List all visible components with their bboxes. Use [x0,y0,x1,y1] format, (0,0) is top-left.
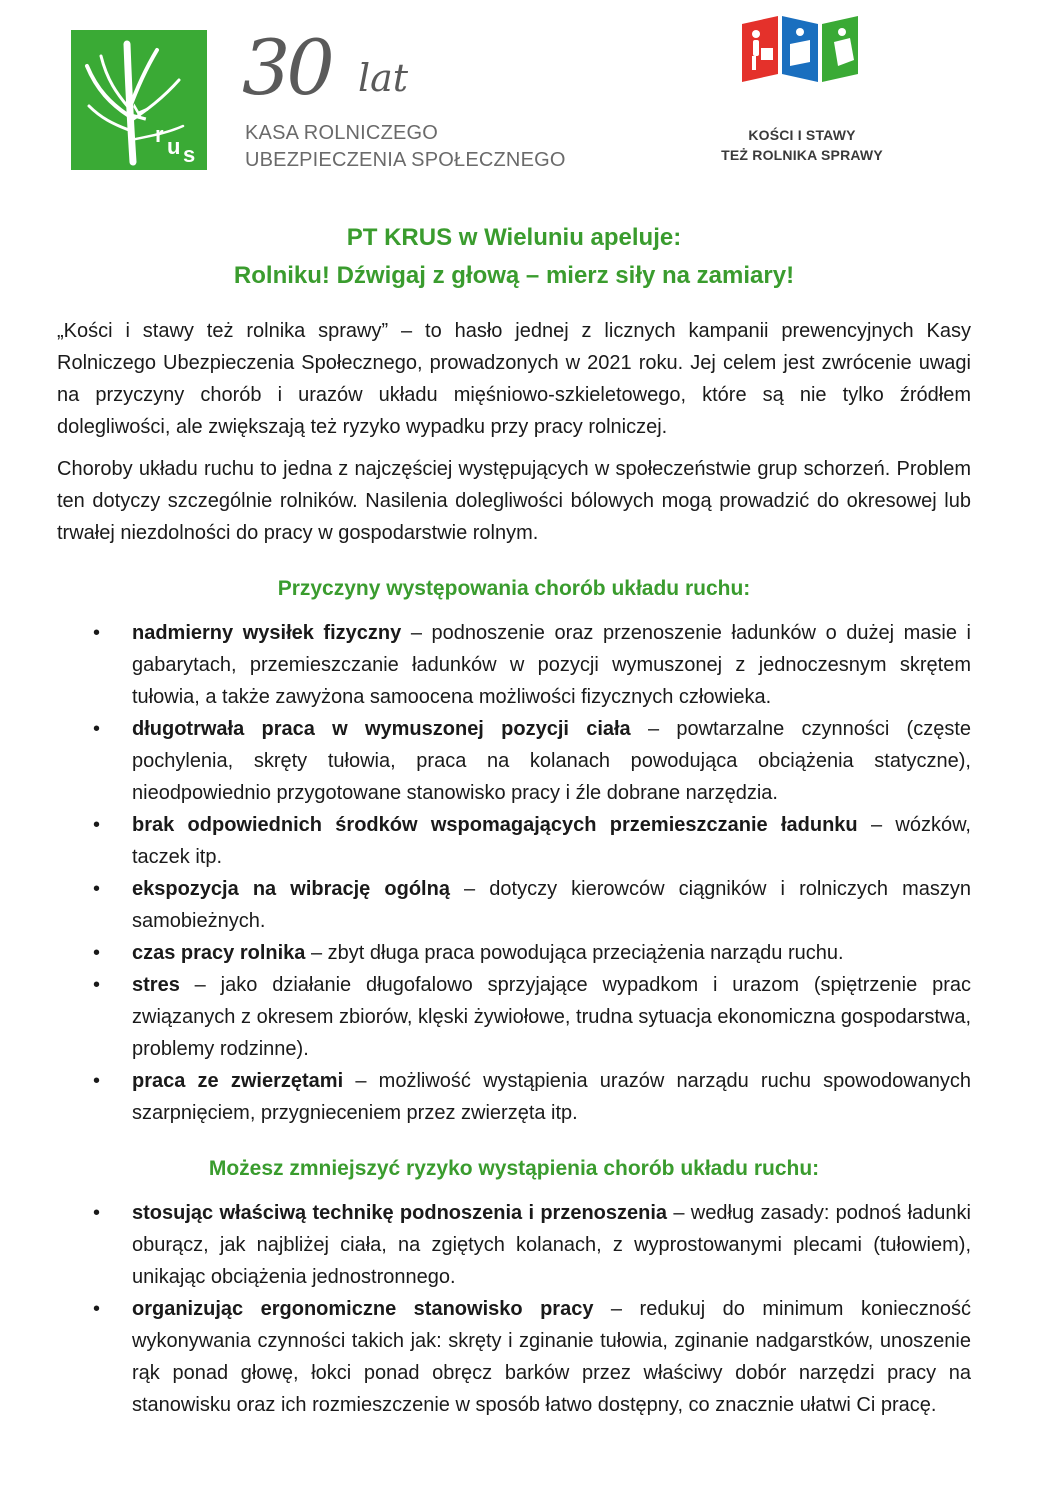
document-header [0,0,1060,190]
causes-heading: Przyczyny występowania chorób układu ruchu: [277,577,751,600]
campaign-logo [738,14,866,84]
krus-logo [71,30,207,170]
campaign-icons [738,14,866,84]
list-item-term: długotrwała praca w wymuszonej pozycji ciała [132,718,631,740]
list-item-term: nadmierny wysiłek fizyczny [132,622,402,644]
prevention-list [57,1197,971,1421]
prevention-heading: Możesz zmniejszyć ryzyko wystąpienia chorób układu ruchu: [208,1157,820,1180]
bullet-icon: • [93,1298,101,1320]
svg-text:K: K [125,101,154,124]
svg-text:s: s [183,142,196,167]
list-item-text: – według zasady: podnoś ładunki oburącz, jak najbliżej ciała, na zgiętych kolanach, z wyprostowanymi plecami (tułowiem), unikając obciążenia jednostronnego. [132,1202,971,1288]
anniversary-number: 30 [242,23,331,112]
list-item-text: – zbyt długa praca powodująca przeciążenia narządu ruchu. [305,942,844,964]
list-item [57,617,971,713]
list-item-term: organizując ergonomiczne stanowisko pracy [132,1298,594,1320]
list-item-text: – jako działanie długofalowo sprzyjające wypadkom i urazom (spiętrzenie prac związanych z okresem zbiorów, klęski żywiołowe, trudna sytuacja ekonomiczna gospodarstwa, problemy rodzinne). [132,974,971,1060]
list-item [57,873,971,937]
svg-text:r: r [155,122,164,147]
document-body [57,315,971,1421]
bullet-icon: • [93,1202,101,1224]
bullet-icon: • [93,1070,101,1092]
bullet-icon: • [93,974,101,996]
document-title [57,222,971,292]
list-item-text: – redukuj do minimum konieczność wykonywania czynności takich jak: skręty i zginanie tułowia, zginanie nadgarstków, unoszenie rąk ponad głowę, łokci ponad obręcz barków przez właściwy dobór narzędzi pracy na stanowisku oraz ich rozmieszczenie w sposób łatwo dostępny, co znacznie ułatwi Ci pracę. [132,1298,972,1416]
list-item-term: stres [132,974,180,996]
title-line1: PT KRUS w Wieluniu apeluje: [346,224,682,251]
anniversary-word: lat [358,56,409,100]
campaign-slogan-line2: TEŻ ROLNIKA SPRAWY [721,147,883,163]
list-item [57,809,971,873]
list-item [57,1293,971,1421]
campaign-slogan [690,125,914,165]
list-item [57,969,971,1065]
list-item [57,713,971,809]
bullet-icon: • [93,814,101,836]
list-item [57,1197,971,1293]
list-item-term: brak odpowiednich środków wspomagających przemieszczanie ładunku [132,814,858,836]
causes-list [57,617,971,1129]
list-item-term: czas pracy rolnika [132,942,306,964]
anniversary-logo [240,23,610,178]
krus-logo-graphic [71,30,207,170]
bullet-icon: • [93,942,101,964]
list-item-term: praca ze zwierzętami [132,1070,344,1092]
list-item-term: stosując właściwą technikę podnoszenia i przenoszenia [132,1202,668,1224]
list-item-text: – podnoszenie oraz przenoszenie ładunków o dużej masie i gabarytach, przemieszczanie ładunków w pozycji wymuszonej z jednoczesnym skrętem tułowia, a także zawyżona samoocena możliwości fizycznych człowieka. [132,622,971,708]
title-line2: Rolniku! Dźwigaj z głową – mierz siły na zamiary! [233,262,795,289]
intro-paragraph: „Kości i stawy też rolnika sprawy” – to hasło jednej z licznych kampanii prewencyjnych Kasy Rolniczego Ubezpieczenia Społecznego, prowadzonych w 2021 roku. Jej celem jest zwrócenie uwagi na przyczyny chorób i urazów układu mięśniowo-szkieletowego, które są nie tylko źródłem dolegliwości, ale zwiększają też ryzyko wypadku przy pracy rolniczej. [57,320,971,438]
list-item [57,1065,971,1129]
problem-paragraph: Choroby układu ruchu to jedna z najczęściej występujących w społeczeństwie grup schorzeń. Problem ten dotyczy szczególnie rolników. Nasilenia dolegliwości bólowych mogą prowadzić do okresowej lub trwałej niezdolności do pracy w gospodarstwie rolnym. [57,458,971,544]
org-name-line1: KASA ROLNICZEGO [245,122,439,144]
list-item [57,937,971,969]
bullet-icon: • [93,622,101,644]
bullet-icon: • [93,878,101,900]
list-item-text: – możliwość wystąpienia urazów narządu ruchu spowodowanych szarpnięciem, przygnieceniem przez zwierzęta itp. [132,1070,972,1124]
campaign-slogan-line1: KOŚCI I STAWY [748,127,856,143]
org-name-line2: UBEZPIECZENIA SPOŁECZNEGO [245,149,566,171]
bullet-icon: • [93,718,101,740]
svg-text:u: u [167,134,181,159]
list-item-text: – dotyczy kierowców ciągników i rolniczych maszyn samobieżnych. [132,878,971,932]
list-item-text: – powtarzalne czynności (częste pochylenia, skręty tułowia, praca na kolanach powodująca obciążenia statyczne), nieodpowiednio przygotowane stanowisko pracy i źle dobrane narzędzia. [132,718,971,804]
list-item-term: ekspozycja na wibrację ogólną [132,878,450,900]
list-item-text: – wózków, taczek itp. [132,814,971,868]
